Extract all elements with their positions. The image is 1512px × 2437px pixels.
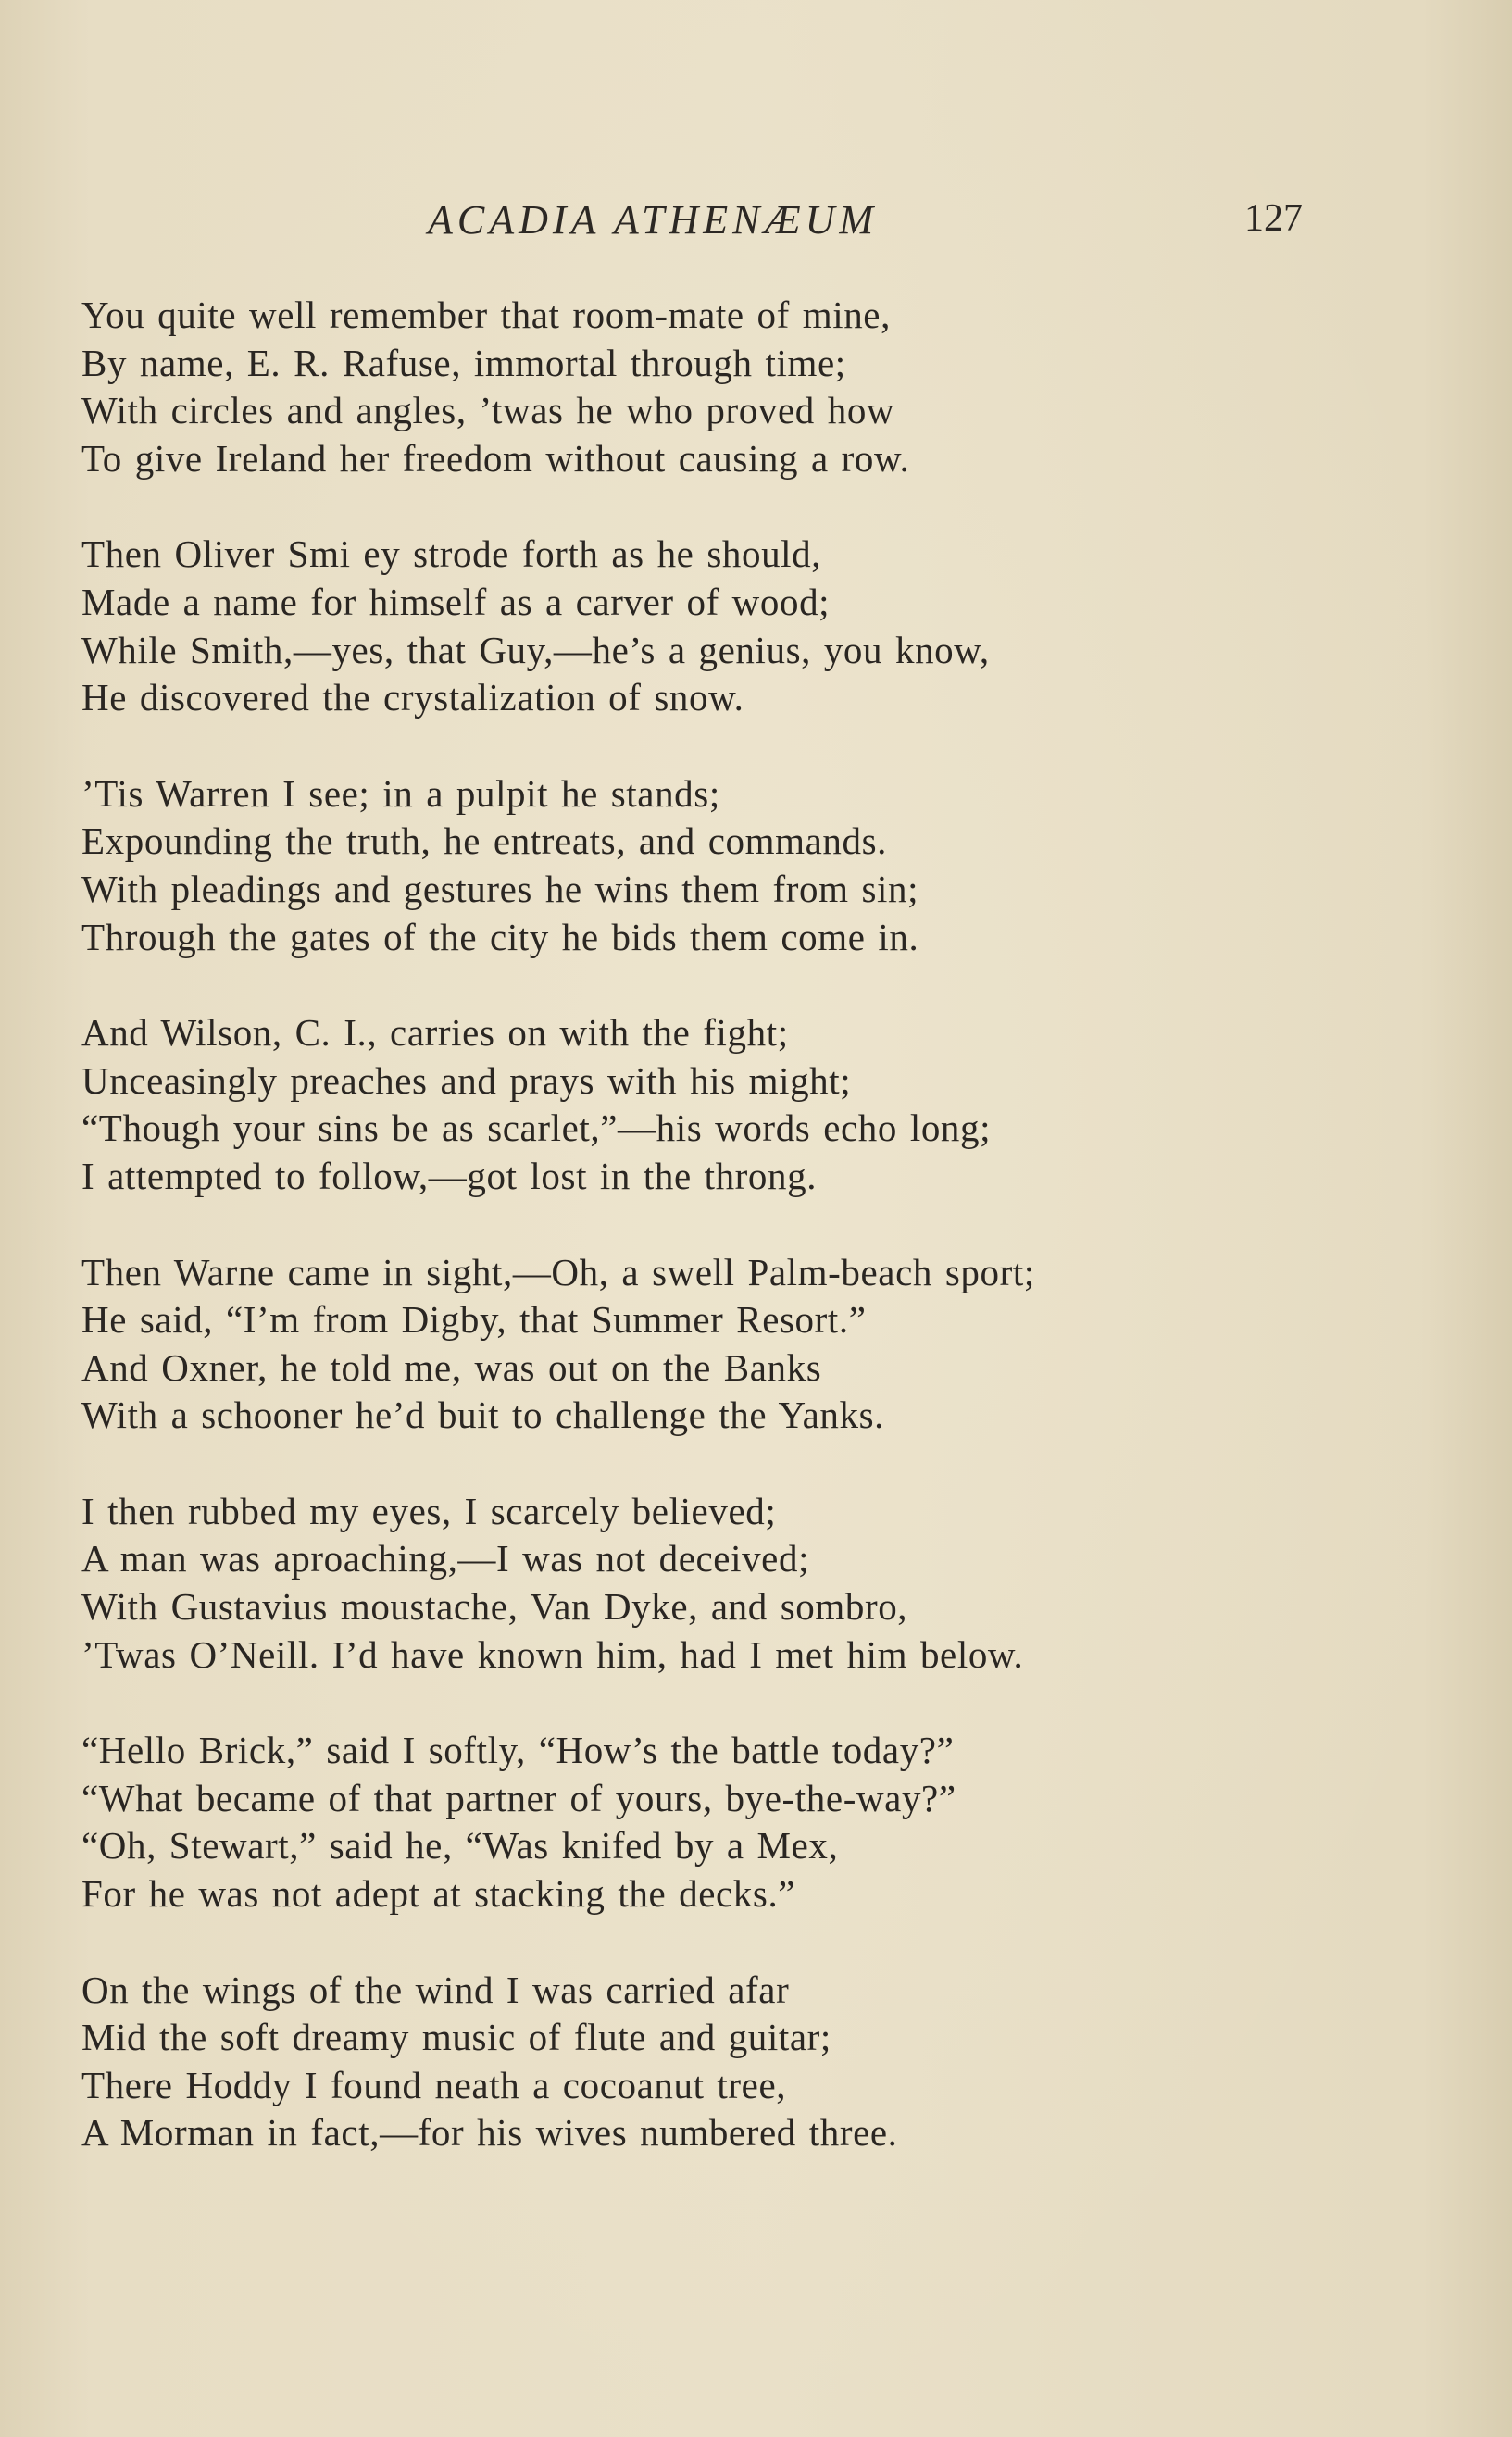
page-header [0, 196, 1512, 252]
poem-line: Unceasingly preaches and prays with his might; [81, 1058, 852, 1102]
poem-line: Through the gates of the city he bids them come in. [81, 915, 919, 958]
stanza [81, 1967, 1470, 2157]
poem-line: He discovered the crystalization of snow. [81, 676, 744, 719]
poem-line: And Wilson, C. I., carries on with the fight; [81, 1011, 789, 1055]
poem-line: “Hello Brick,” said I softly, “How’s the battle today?” [81, 1729, 955, 1772]
stanza [81, 1249, 1470, 1440]
poem-line: ’Tis Warren I see; in a pulpit he stands; [81, 771, 720, 815]
poem-line: And Oxner, he told me, was out on the Banks [81, 1345, 822, 1389]
poem-line: A man was aproaching,—I was not deceived; [81, 1537, 810, 1581]
poem-line: You quite well remember that room-mate of mine, [81, 294, 891, 336]
poem-line: “Though your sins be as scarlet,”—his words echo long; [81, 1106, 992, 1150]
stanza [81, 1488, 1470, 1679]
poem-line: Mid the soft dreamy music of flute and guitar; [81, 2016, 831, 2059]
poem-line: On the wings of the wind I was carried afar [81, 1968, 790, 2011]
poem [81, 292, 1470, 2206]
poem-line: Made a name for himself as a carver of wood; [81, 580, 831, 623]
poem-line: With pleadings and gestures he wins them from sin; [81, 867, 919, 910]
poem-line: To give Ireland her freedom without causing a row. [81, 436, 910, 480]
poem-line: For he was not adept at stacking the decks.” [81, 1872, 796, 1916]
stanza [81, 531, 1470, 721]
poem-line: ’Twas O’Neill. I’d have known him, had I met him below. [81, 1632, 1024, 1676]
stanza [81, 1009, 1470, 1200]
poem-line: There Hoddy I found neath a cocoanut tree, [81, 2063, 787, 2106]
poem-line: “What became of that partner of yours, bye-the-way?” [81, 1776, 956, 1819]
stanza [81, 1727, 1470, 1918]
poem-line: With Gustavius moustache, Van Dyke, and sombro, [81, 1585, 908, 1629]
stanza [81, 292, 1470, 482]
poem-line: I attempted to follow,—got lost in the throng. [81, 1154, 818, 1197]
stanza [81, 770, 1470, 961]
poem-line: Then Oliver Smi ey strode forth as he should, [81, 532, 822, 576]
poem-line: By name, E. R. Rafuse, immortal through time; [81, 341, 846, 384]
poem-line: He said, “I’m from Digby, that Summer Resort.” [81, 1298, 867, 1342]
poem-line: With circles and angles, ’twas he who proved how [81, 389, 895, 432]
page-number: 127 [1244, 197, 1303, 240]
poem-line: A Morman in fact,—for his wives numbered three. [81, 2111, 898, 2155]
poem-line: Expounding the truth, he entreats, and commands. [81, 819, 888, 863]
poem-line: While Smith,—yes, that Guy,—he’s a genius, you know, [81, 628, 990, 671]
running-title: ACADIA ATHENÆUM [428, 197, 879, 243]
poem-line: I then rubbed my eyes, I scarcely believed; [81, 1489, 777, 1532]
poem-line: “Oh, Stewart,” said he, “Was knifed by a Mex, [81, 1824, 839, 1868]
poem-line: Then Warne came in sight,—Oh, a swell Palm-beach sport; [81, 1250, 1035, 1293]
poem-line: With a schooner he’d buit to challenge the Yanks. [81, 1393, 885, 1437]
